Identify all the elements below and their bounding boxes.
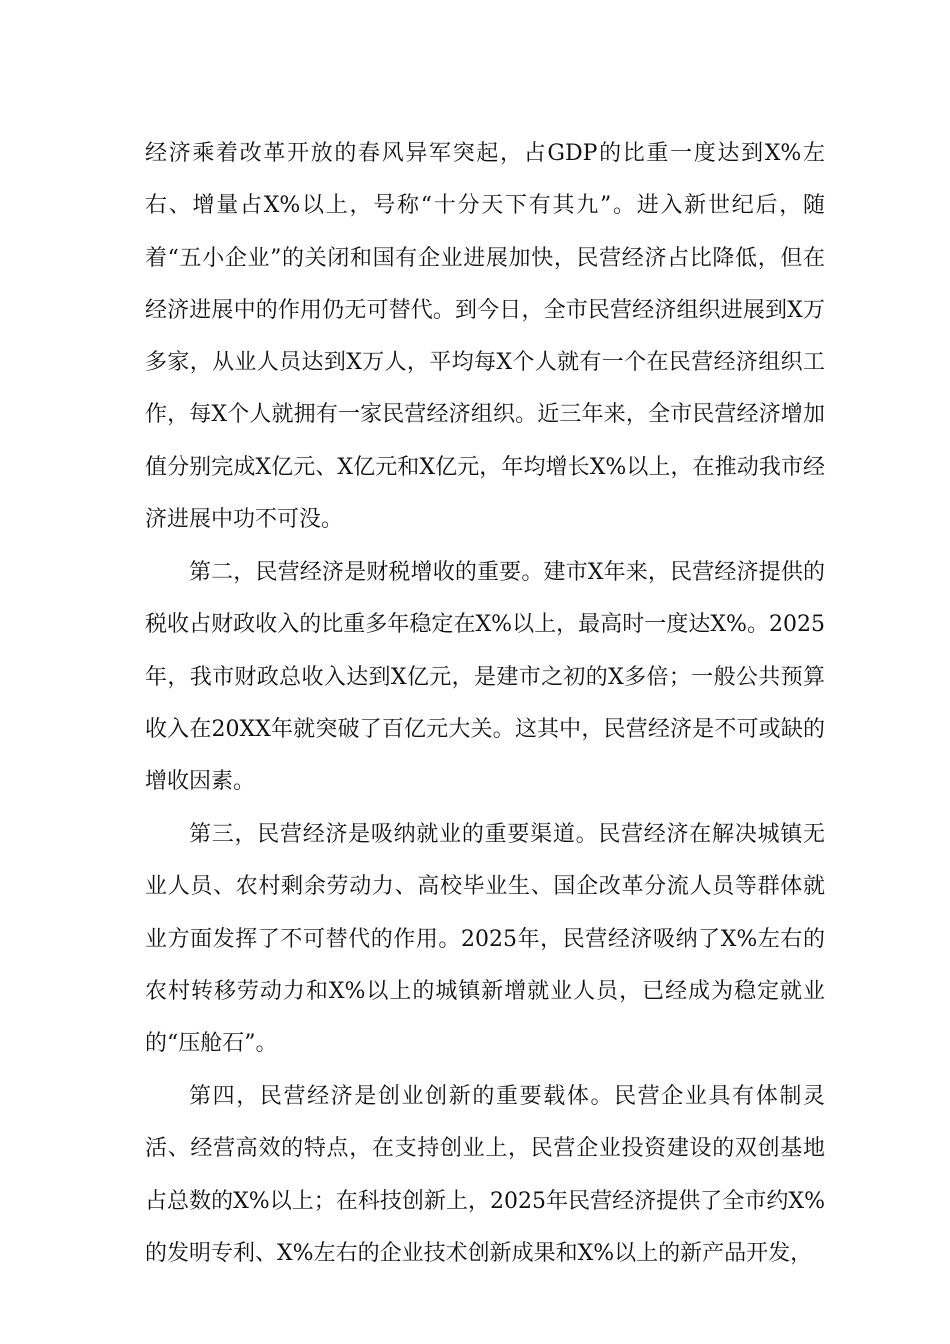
paragraph-3: 第三，民营经济是吸纳就业的重要渠道。民营经济在解决城镇无业人员、农村剩余劳动力、高校毕业生、国企改革分流人员等群体就业方面发挥了不可替代的作用。2025年，民营经济吸纳了X%左右的农村转移劳动力和X%以上的城镇新增就业人员，已经成为稳定就业的“压舱石”。	[145, 822, 825, 1057]
paragraph-4: 第四，民营经济是创业创新的重要载体。民营企业具有体制灵活、经营高效的特点，在支持创业上，民营企业投资建设的双创基地占总数的X%以上；在科技创新上，2025年民营经济提供了全市约X%的发明专利、X%左右的企业技术创新成果和X%以上的新产品开发，	[145, 1084, 825, 1266]
paragraph-2: 第二，民营经济是财税增收的重要。建市X年来，民营经济提供的税收占财政收入的比重多年稳定在X%以上，最高时一度达X%。2025年，我市财政总收入达到X亿元，是建市之初的X多倍；一般公共预算收入在20XX年就突破了百亿元大关。这其中，民营经济是不可或缺的增收因素。	[145, 560, 825, 795]
paragraph-1: 经济乘着改革开放的春风异军突起，占GDP的比重一度达到X%左右、增量占X%以上，号称“十分天下有其九”。进入新世纪后，随着“五小企业”的关闭和国有企业进展加快，民营经济占比降低，但在经济进展中的作用仍无可替代。到今日，全市民营经济组织进展到X万多家，从业人员达到X万人，平均每X个人就有一个在民营经济组织工作，每X个人就拥有一家民营经济组织。近三年来，全市民营经济增加值分别完成X亿元、X亿元和X亿元，年均增长X%以上，在推动我市经济进展中功不可没。	[145, 141, 825, 533]
